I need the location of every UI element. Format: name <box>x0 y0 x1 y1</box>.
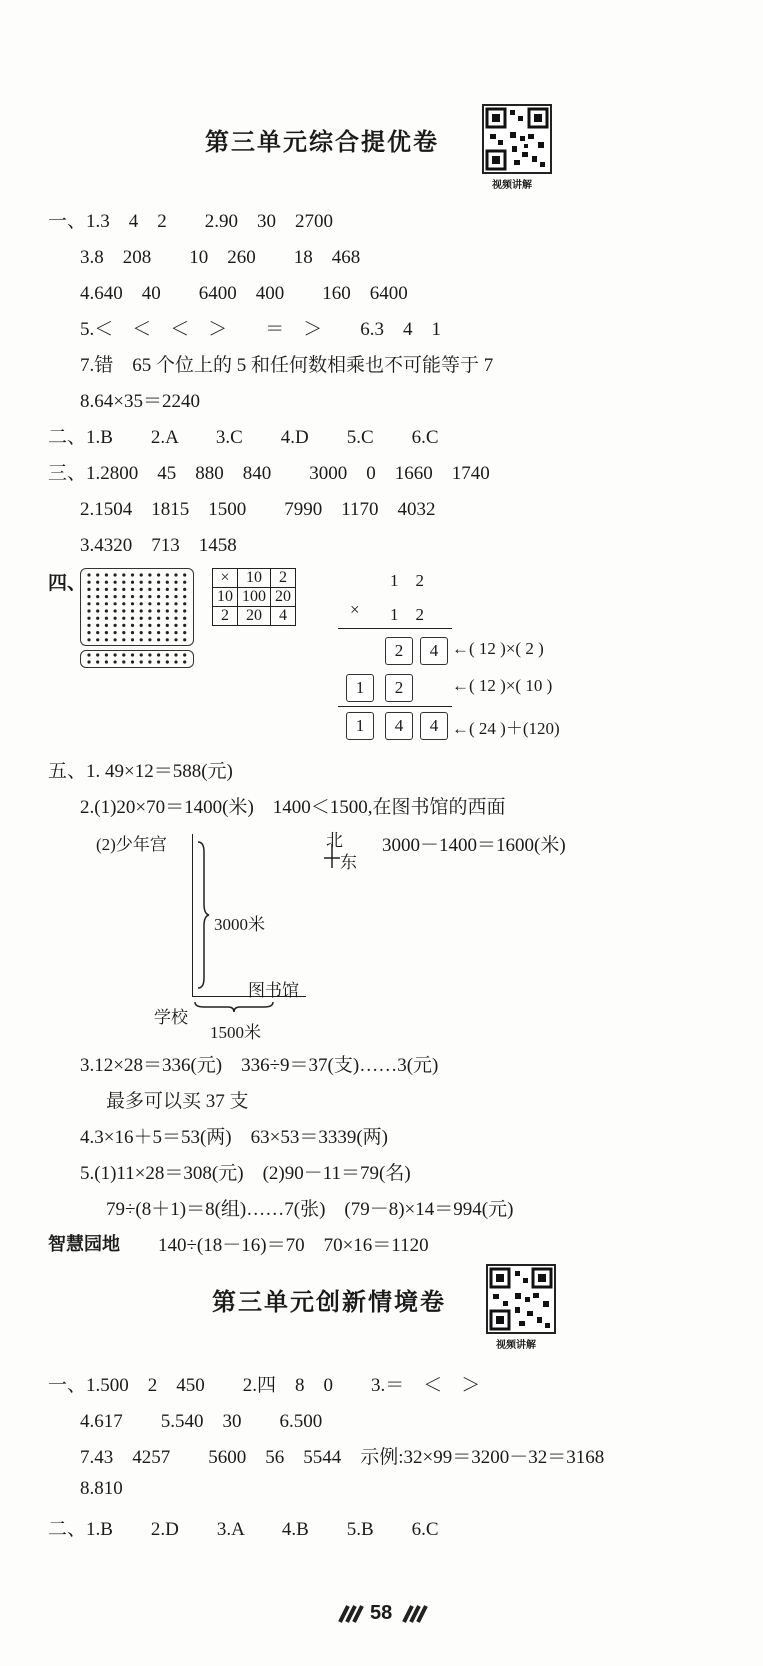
digit-box: 1 <box>346 712 374 740</box>
map-label-palace: (2)少年宫 <box>96 835 167 854</box>
wisdom-text: 140÷(18－16)＝70 70×16＝1120 <box>158 1235 429 1256</box>
answer-line: 3.4320 713 1458 <box>80 535 237 556</box>
answer-line: 7.错 65 个位上的 5 和任何数相乘也不可能等于 7 <box>80 355 494 376</box>
compass-east: 东 <box>340 853 357 872</box>
answer-line: 8.64×35＝2240 <box>80 391 200 412</box>
digit-box: 4 <box>420 712 448 740</box>
qr-caption: 视频讲解 <box>492 180 532 191</box>
table-cell: 10 <box>238 569 271 588</box>
answer-line: 最多可以买 37 支 <box>106 1091 249 1112</box>
digit-box: 1 <box>346 674 374 702</box>
answer-line: 一、1.500 2 450 2.四 8 0 3.＝ ＜ ＞ <box>48 1375 481 1396</box>
section1-title: 第三单元综合提优卷 <box>205 128 439 156</box>
page-number: 58 <box>370 1602 393 1624</box>
vertical-note: ←( 12 )×( 10 ) <box>452 676 553 695</box>
answer-line: 4.3×16＋5＝53(两) 63×53＝3339(两) <box>80 1127 388 1148</box>
compass-north: 北 <box>326 831 343 850</box>
qr-code-icon[interactable] <box>482 104 552 174</box>
answer-line: 5.(1)11×28＝308(元) (2)90－11＝79(名) <box>80 1163 411 1184</box>
vertical-note: ←( 12 )×( 2 ) <box>452 639 544 658</box>
table-cell: × <box>213 569 238 588</box>
page-deco-left-icon <box>336 1604 366 1629</box>
table-cell: 20 <box>271 588 296 607</box>
map-library: 图书馆 <box>248 981 299 1000</box>
section2-title: 第三单元创新情境卷 <box>212 1288 446 1316</box>
brace-icon <box>196 840 210 995</box>
wisdom-label: 智慧园地 <box>48 1234 120 1254</box>
table-cell: 2 <box>271 569 296 588</box>
vertical-second: 1 2 <box>390 605 424 624</box>
answer-line: 五、1. 49×12＝588(元) <box>48 761 233 782</box>
map-calc: 3000－1400＝1600(米) <box>382 835 566 856</box>
answer-line: 79÷(8＋1)＝8(组)……7(张) (79－8)×14＝994(元) <box>106 1199 514 1220</box>
table-cell: 2 <box>213 607 238 626</box>
map-distance-vertical: 3000米 <box>214 915 265 934</box>
digit-box: 2 <box>385 637 413 665</box>
table-cell: 10 <box>213 588 238 607</box>
vertical-note: ←( 24 )＋(120) <box>452 719 560 738</box>
answer-line: 5.＜ ＜ ＜ ＞ ＝ ＞ 6.3 4 1 <box>80 319 442 340</box>
answer-line: 三、1.2800 45 880 840 3000 0 1660 1740 <box>48 463 490 484</box>
answer-line: 3.12×28＝336(元) 336÷9＝37(支)……3(元) <box>80 1055 439 1076</box>
brace-icon <box>194 1000 274 1018</box>
table-cell: 4 <box>271 607 296 626</box>
digit-box: 2 <box>385 674 413 702</box>
map-distance-horizontal: 1500米 <box>210 1023 261 1042</box>
answer-line: 2.(1)20×70＝1400(米) 1400＜1500,在图书馆的西面 <box>80 797 506 818</box>
answer-line: 4.617 5.540 30 6.500 <box>80 1411 323 1432</box>
answer-line: 8.810 <box>80 1478 123 1499</box>
vertical-top: 1 2 <box>390 571 424 590</box>
divider <box>338 628 452 629</box>
answer-line: 7.43 4257 5600 56 5544 示例:32×99＝3200－32＝3168 <box>80 1447 605 1468</box>
qr-caption: 视频讲解 <box>496 1340 536 1351</box>
dot-grid <box>80 568 194 646</box>
table-cell: 100 <box>238 588 271 607</box>
answer-line: 3.8 208 10 260 18 468 <box>80 247 361 268</box>
divider <box>338 706 452 707</box>
answer-line: 一、1.3 4 2 2.90 30 2700 <box>48 211 334 232</box>
digit-box: 4 <box>385 712 413 740</box>
vertical-times: × <box>350 600 360 619</box>
q4-label: 四、 <box>48 573 87 594</box>
qr-code-icon[interactable] <box>486 1264 556 1334</box>
dot-strip <box>80 650 194 668</box>
multiplication-table <box>212 568 296 626</box>
answer-line: 二、1.B 2.A 3.C 4.D 5.C 6.C <box>48 427 439 448</box>
answer-line: 2.1504 1815 1500 7990 1170 4032 <box>80 499 436 520</box>
compass-icon <box>322 844 342 875</box>
map-vertical-road <box>192 834 193 996</box>
map-school: 学校 <box>154 1008 188 1027</box>
table-cell: 20 <box>238 607 271 626</box>
page-deco-right-icon <box>400 1604 430 1629</box>
answer-line: 二、1.B 2.D 3.A 4.B 5.B 6.C <box>48 1519 439 1540</box>
answer-line: 4.640 40 6400 400 160 6400 <box>80 283 408 304</box>
digit-box: 4 <box>420 637 448 665</box>
